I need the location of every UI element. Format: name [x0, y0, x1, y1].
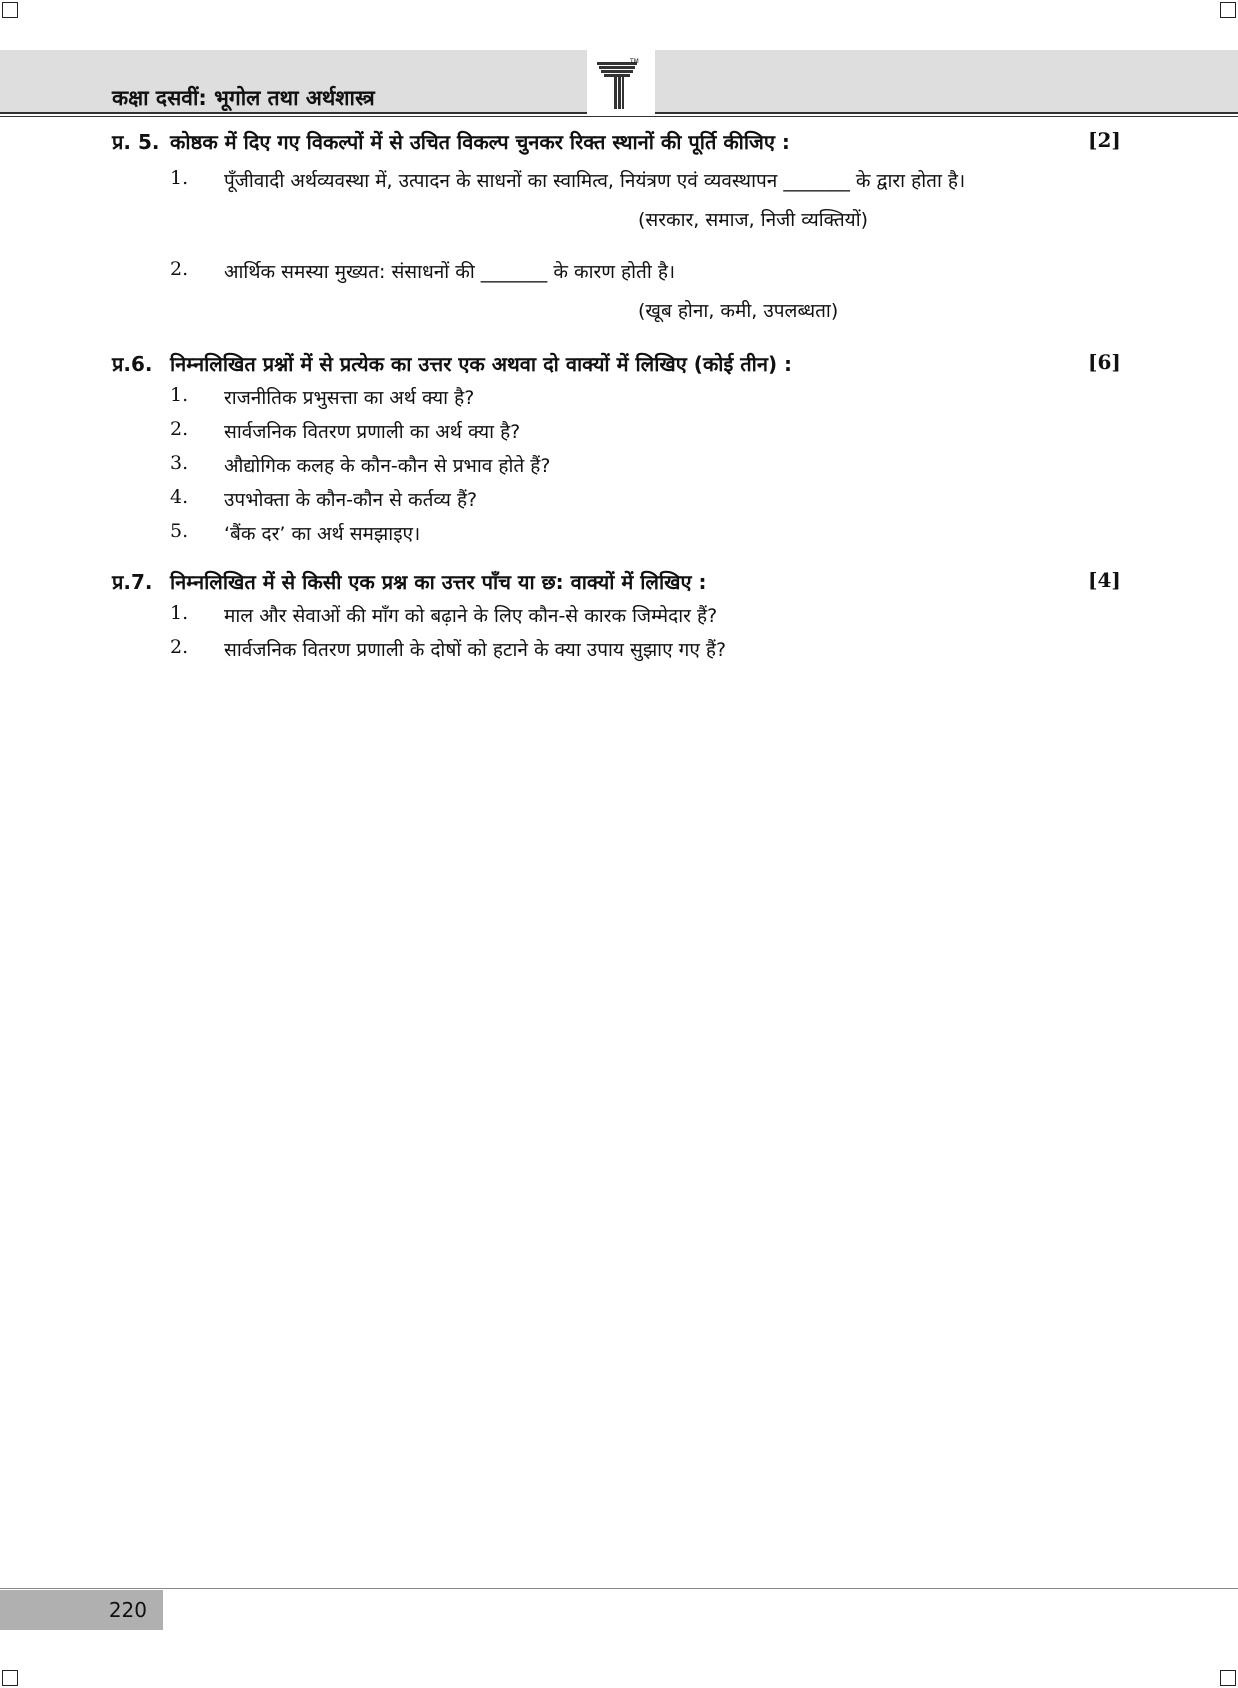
item-text: उपभोक्ता के कौन-कौन से कर्तव्य हैं?: [224, 489, 478, 511]
item-number: 5.: [170, 520, 189, 542]
item-text: सार्वजनिक वितरण प्रणाली का अर्थ क्या है?: [224, 421, 521, 443]
question-marks: [6]: [1088, 350, 1121, 374]
item-number: 2.: [170, 418, 189, 440]
crop-mark-top-left: [2, 2, 18, 18]
item-text: ‘बैंक दर’ का अर्थ समझाइए।: [224, 523, 421, 545]
item-number: 1.: [170, 384, 189, 406]
item-number: 3.: [170, 452, 189, 474]
item-number: 1.: [170, 602, 189, 624]
item-number: 4.: [170, 486, 189, 508]
page-number: 220: [108, 1598, 147, 1622]
question-number: प्र.7.: [112, 570, 153, 594]
header-title: कक्षा दसवीं: भूगोल तथा अर्थशास्त्र: [112, 86, 375, 110]
logo-trademark: TM: [630, 58, 639, 65]
question-text: निम्नलिखित प्रश्नों में से प्रत्येक का उत्तर एक अथवा दो वाक्यों में लिखिए (कोई तीन) :: [170, 352, 793, 376]
question-marks: [4]: [1088, 568, 1121, 592]
header-divider: [0, 116, 1238, 117]
question-text: निम्नलिखित में से किसी एक प्रश्न का उत्तर पाँच या छ: वाक्यों में लिखिए :: [170, 570, 707, 594]
crop-mark-top-right: [1220, 2, 1236, 18]
item-text: आर्थिक समस्या मुख्यत: संसाधनों की _______ के कारण होती है।: [224, 261, 676, 283]
crop-mark-bottom-left: [2, 1670, 18, 1686]
item-number: 2.: [170, 258, 189, 280]
crop-mark-bottom-right: [1220, 1670, 1236, 1686]
item-number: 2.: [170, 636, 189, 658]
publisher-logo-icon: [587, 50, 655, 114]
answer-options: (सरकार, समाज, निजी व्यक्तियों): [638, 209, 869, 231]
item-text: औद्योगिक कलह के कौन-कौन से प्रभाव होते हैं?: [224, 455, 551, 477]
question-text: कोष्ठक में दिए गए विकल्पों में से उचित विकल्प चुनकर रिक्त स्थानों की पूर्ति कीजिए :: [170, 130, 790, 154]
question-number: प्र. 5.: [112, 130, 160, 154]
question-marks: [2]: [1088, 128, 1121, 152]
item-text: सार्वजनिक वितरण प्रणाली के दोषों को हटाने के क्या उपाय सुझाए गए हैं?: [224, 639, 727, 661]
page-number-box: [0, 1590, 163, 1630]
publisher-logo: [587, 50, 655, 114]
question-number: प्र.6.: [112, 352, 153, 376]
footer-divider: [0, 1588, 1238, 1589]
item-text: माल और सेवाओं की माँग को बढ़ाने के लिए कौन-से कारक जिम्मेदार हैं?: [224, 605, 718, 627]
item-number: 1.: [170, 167, 189, 189]
item-text: पूँजीवादी अर्थव्यवस्था में, उत्पादन के साधनों का स्वामित्व, नियंत्रण एवं व्यवस्थापन _______ के द्वारा होता है।: [224, 170, 966, 192]
item-text: राजनीतिक प्रभुसत्ता का अर्थ क्या है?: [224, 387, 475, 409]
answer-options: (खूब होना, कमी, उपलब्धता): [638, 300, 839, 322]
